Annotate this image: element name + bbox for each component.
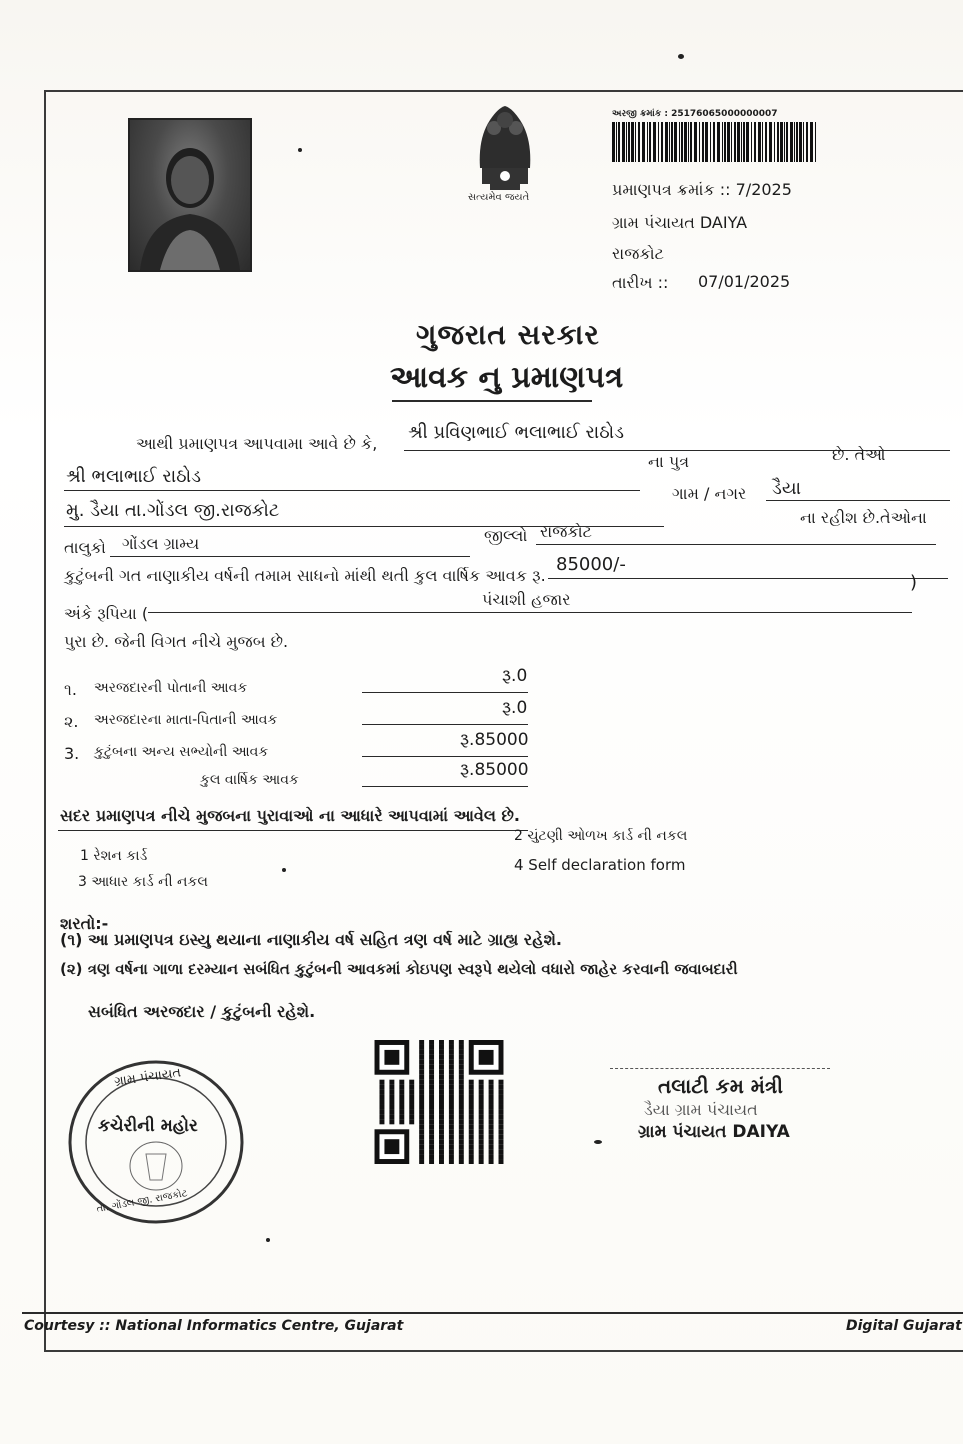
line-income: [548, 578, 948, 579]
village-value: ડૈયા: [772, 478, 802, 499]
applicant-name: શ્રી પ્રવિણભાઈ ભલાભાઈ રાઠોડ: [408, 422, 625, 443]
application-number: અરજી ક્રમાંક : 25176065000000007: [612, 109, 778, 119]
village-label: ગામ / નગર: [672, 484, 747, 503]
speck: [282, 868, 286, 872]
seal-center-text: કચેરીની મહોર: [98, 1116, 198, 1136]
income-row-line: [362, 692, 528, 693]
income-row-amount: રૂ.85000: [460, 730, 529, 750]
qr-code: [374, 1040, 504, 1164]
gram-panchayat: ગ્રામ પંચાયત DAIYA: [612, 213, 748, 232]
income-row-amount: રૂ.0: [502, 666, 528, 686]
barcode: [612, 122, 816, 162]
condition-2-line-2: સબંધિત અરજદાર / કુટુંબની રહેશે.: [88, 1002, 316, 1021]
words-label: અંકે રૂપિયા (: [64, 604, 149, 623]
speck: [266, 1238, 270, 1242]
income-row-number: ૨.: [64, 712, 79, 731]
father-name: શ્રી ભલાભાઈ રાઠોડ: [66, 466, 201, 487]
line-father: [64, 490, 640, 491]
they-are-text: છે. તેઓ: [832, 445, 886, 464]
income-total-label: કુલ વાર્ષિક આવક: [200, 772, 299, 788]
words-close: ): [910, 572, 918, 593]
government-title: ગુજરાત સરકાર: [416, 318, 600, 351]
condition-2-line-1: (૨) ત્રણ વર્ષના ગાળા દરમ્યાન સબંધિત કુટુંબની આવકમાં કોઇપણ સ્વરૂપે થયેલો વધારો જાહેર કરવાની જવાબદારી: [60, 960, 738, 978]
words-value: પંચાશી હજાર: [482, 590, 571, 609]
evidence-item-3: 3 આધાર કાર્ડ ની નકલ: [78, 874, 208, 890]
date-value: 07/01/2025: [698, 272, 791, 291]
signature-title: તલાટી કમ મંત્રી: [658, 1074, 783, 1098]
certificate-title: આવક નુ પ્રમાણપત્ર: [390, 360, 624, 395]
income-row-number: ૧.: [64, 680, 77, 699]
evidence-underline: [58, 830, 528, 831]
condition-1: (૧) આ પ્રમાણપત્ર ઇસ્યુ થયાના નાણાકીય વર્ષ સહિત ત્રણ વર્ષ માટે ગ્રાહ્ય રહેશે.: [60, 930, 562, 949]
income-total-amount: રૂ.85000: [460, 760, 529, 780]
line-village: [766, 500, 950, 501]
intro-text: આથી પ્રમાણપત્ર આપવામા આવે છે કે,: [136, 434, 378, 453]
signature-line-2: ડૈયા ગ્રામ પંચાયત: [644, 1100, 758, 1119]
signature-line: [610, 1068, 830, 1069]
line-words: [148, 612, 912, 613]
evidence-heading: સદર પ્રમાણપત્ર નીચે મુજબના પુરાવાઓ ના આધારે આપવામાં આવેલ છે.: [60, 806, 521, 825]
income-row-amount: રૂ.0: [502, 698, 528, 718]
evidence-item-1: 1 રેશન કાર્ડ: [80, 848, 148, 864]
date-label: તારીખ ::: [612, 273, 669, 292]
speck: [678, 54, 684, 59]
address: મુ. ડૈયા તા.ગોંડલ જી.રાજકોટ: [66, 500, 280, 521]
signature-line-3: ગ્રામ પંચાયત DAIYA: [638, 1122, 790, 1142]
income-row-line: [362, 724, 528, 725]
income-row-label: અરજદારની પોતાની આવક: [94, 680, 248, 696]
applicant-photo: [128, 118, 252, 272]
footer-courtesy: Courtesy :: National Informatics Centre, Gujarat: [24, 1318, 404, 1334]
taluka-value: ગોંડલ ગ્રામ્ય: [122, 534, 200, 553]
footer-rule: [22, 1312, 963, 1314]
emblem-caption: સત્યમેવ જયતે: [468, 192, 530, 203]
district-label: જીલ્લો: [484, 526, 528, 545]
income-row-label: અરજદારના માતા-પિતાની આવક: [94, 712, 278, 728]
footer-digital-gujarat: Digital Gujarat: [846, 1318, 962, 1334]
income-row-line: [362, 756, 528, 757]
speck: [298, 148, 302, 152]
title-underline: [392, 400, 592, 402]
income-row-label: કુટુંબના અન્ય સભ્યોની આવક: [94, 744, 269, 760]
taluka-label: તાલુકો: [64, 538, 106, 557]
evidence-item-4: 4 Self declaration form: [514, 856, 686, 874]
income-total-line: [362, 786, 528, 787]
certificate-number: પ્રમાણપત્ર ક્રમાંક :: 7/2025: [612, 180, 792, 199]
speck: [594, 1140, 602, 1144]
resident-text: ના રહીશ છે.તેઓના: [800, 508, 927, 527]
son-of-text: ના પુત્ર: [648, 452, 690, 471]
line-district: [536, 544, 936, 545]
details-intro: પુરા છે. જેની વિગત નીચે મુજબ છે.: [64, 632, 289, 651]
conditions-heading: શરતો:-: [60, 914, 109, 933]
line-taluka: [110, 556, 470, 557]
income-row-number: 3.: [64, 744, 80, 763]
header-district: રાજકોટ: [612, 244, 664, 263]
income-line: કુટુંબની ગત નાણાકીય વર્ષની તમામ સાધનો માંથી થતી કુલ વાર્ષિક આવક રૂ.: [64, 566, 546, 585]
income-value: 85000/-: [556, 554, 626, 575]
district-value: રાજકોટ: [540, 522, 592, 541]
seal-top-text: ગ્રામ પંચાયત: [113, 1065, 182, 1090]
evidence-item-2: 2 ચુંટણી ઓળખ કાર્ડ ની નકલ: [514, 828, 688, 844]
seal-bottom-text: તા. ગોંડલ જી. રાજકોટ: [95, 1188, 189, 1215]
